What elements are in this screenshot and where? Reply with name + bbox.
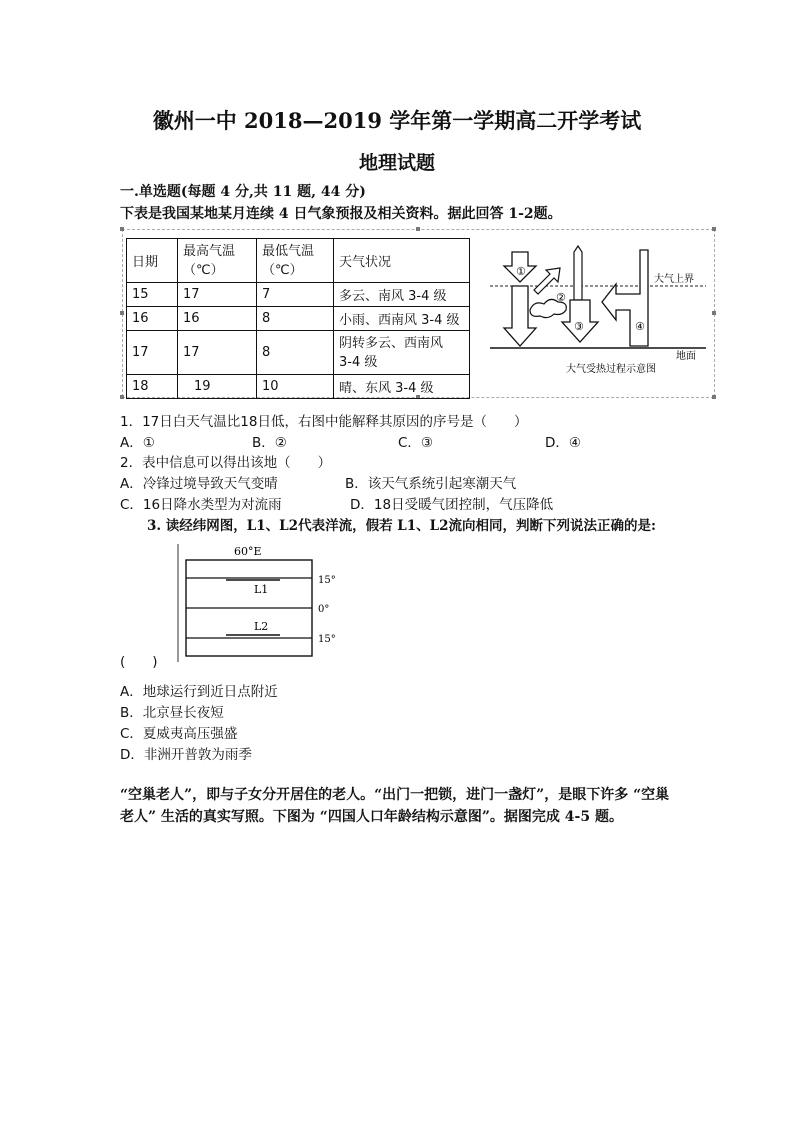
- cell: 8: [257, 331, 334, 375]
- cell: 17: [178, 331, 257, 375]
- arrow-up-icon: [574, 246, 582, 300]
- lat-label-0: 0°: [318, 604, 330, 615]
- q1-option-d[interactable]: D．④: [545, 435, 581, 451]
- q2-option-b[interactable]: B．该天气系统引起寒潮天气: [345, 476, 517, 492]
- header-weather: 天气状况: [334, 239, 470, 283]
- cell: 17: [178, 283, 257, 307]
- cell: 16: [127, 307, 178, 331]
- exam-title: 徽州一中 2018—2019 学年第一学期高二开学考试: [152, 108, 642, 133]
- weather-table: [126, 238, 470, 399]
- q2-option-c[interactable]: C．16日降水类型为对流雨: [120, 497, 282, 513]
- marker-1: ①: [516, 265, 526, 278]
- cell: 18: [127, 375, 178, 399]
- cell: 阴转多云、西南风 3-4 级: [334, 331, 470, 375]
- q1-option-b[interactable]: B．②: [252, 435, 287, 451]
- current-l1-label: L1: [254, 583, 269, 596]
- resize-handle[interactable]: [712, 227, 716, 231]
- header-date: 日期: [127, 239, 178, 283]
- cell: 16: [178, 307, 257, 331]
- atmosphere-top-label: 大气上界: [654, 274, 694, 285]
- q1-option-a[interactable]: A．①: [120, 435, 155, 451]
- q3-answer-bracket: ( ): [120, 654, 158, 670]
- table-row: [127, 307, 470, 331]
- cell: 19: [178, 375, 257, 399]
- marker-3: ③: [574, 320, 584, 333]
- header-min-temp: 最低气温 （℃）: [257, 239, 334, 283]
- exam-subtitle: 地理试题: [358, 152, 435, 174]
- cell: 10: [257, 375, 334, 399]
- q2-stem: 2．表中信息可以得出该地（ ）: [120, 455, 332, 471]
- resize-handle[interactable]: [416, 227, 420, 231]
- marker-2: ②: [556, 291, 566, 304]
- q3-option-d[interactable]: D．非洲开普敦为雨季: [120, 747, 252, 763]
- longitude-label: 60°E: [234, 545, 262, 558]
- table-header-row: [127, 239, 470, 283]
- header-max-temp: 最高气温 （℃）: [178, 239, 257, 283]
- q3-stem: 3. 读经纬网图，L1、L2代表洋流，假若 L1、L2流向相同，判断下列说法正确的是:: [147, 518, 657, 534]
- q2-option-a[interactable]: A．冷锋过境导致天气变晴: [120, 476, 278, 492]
- section-intro: 下表是我国某地某月连续 4 日气象预报及相关资料。据此回答 1-2题。: [120, 206, 562, 222]
- cell: 15: [127, 283, 178, 307]
- current-l2-label: L2: [254, 620, 269, 633]
- marker-4: ④: [635, 320, 645, 333]
- cell: 8: [257, 307, 334, 331]
- passage-line-1: “空巢老人”，即与子女分开居住的老人。“出门一把锁，进门一盏灯”，是眼下许多 “空巢: [120, 787, 670, 803]
- lat-label-15n: 15°: [318, 575, 336, 586]
- q1-option-c[interactable]: C．③: [398, 435, 434, 451]
- lat-label-15s: 15°: [318, 634, 336, 645]
- resize-handle[interactable]: [120, 227, 124, 231]
- cell: 小雨、西南风 3-4 级: [334, 307, 470, 331]
- ground-label: 地面: [676, 351, 696, 362]
- section-heading: 一.单选题(每题 4 分,共 11 题, 44 分): [120, 184, 366, 200]
- q1-stem: 1．17日白天气温比18日低，右图中能解释其原因的序号是（ ）: [120, 414, 528, 430]
- resize-handle[interactable]: [120, 395, 124, 399]
- passage-line-2: 老人” 生活的真实写照。下图为 “四国人口年龄结构示意图”。据图完成 4-5 题。: [120, 809, 623, 825]
- table-row: [127, 331, 470, 375]
- diagram-caption: 大气受热过程示意图: [566, 364, 656, 375]
- cell: 17: [127, 331, 178, 375]
- q3-option-a[interactable]: A．地球运行到近日点附近: [120, 684, 278, 700]
- table-row: [127, 375, 470, 399]
- q3-option-b[interactable]: B．北京昼长夜短: [120, 705, 224, 721]
- q3-option-c[interactable]: C．夏威夷高压强盛: [120, 726, 238, 742]
- resize-handle[interactable]: [712, 395, 716, 399]
- resize-handle[interactable]: [712, 311, 716, 315]
- graticule-map: [176, 540, 346, 664]
- arrow-1-lower-icon: [504, 286, 536, 346]
- cell: 多云、南风 3-4 级: [334, 283, 470, 307]
- resize-handle[interactable]: [120, 311, 124, 315]
- table-row: [127, 283, 470, 307]
- cell: 晴、东风 3-4 级: [334, 375, 470, 399]
- cell: 7: [257, 283, 334, 307]
- atmosphere-heating-diagram: [488, 244, 710, 384]
- q2-option-d[interactable]: D．18日受暖气团控制，气压降低: [350, 497, 554, 513]
